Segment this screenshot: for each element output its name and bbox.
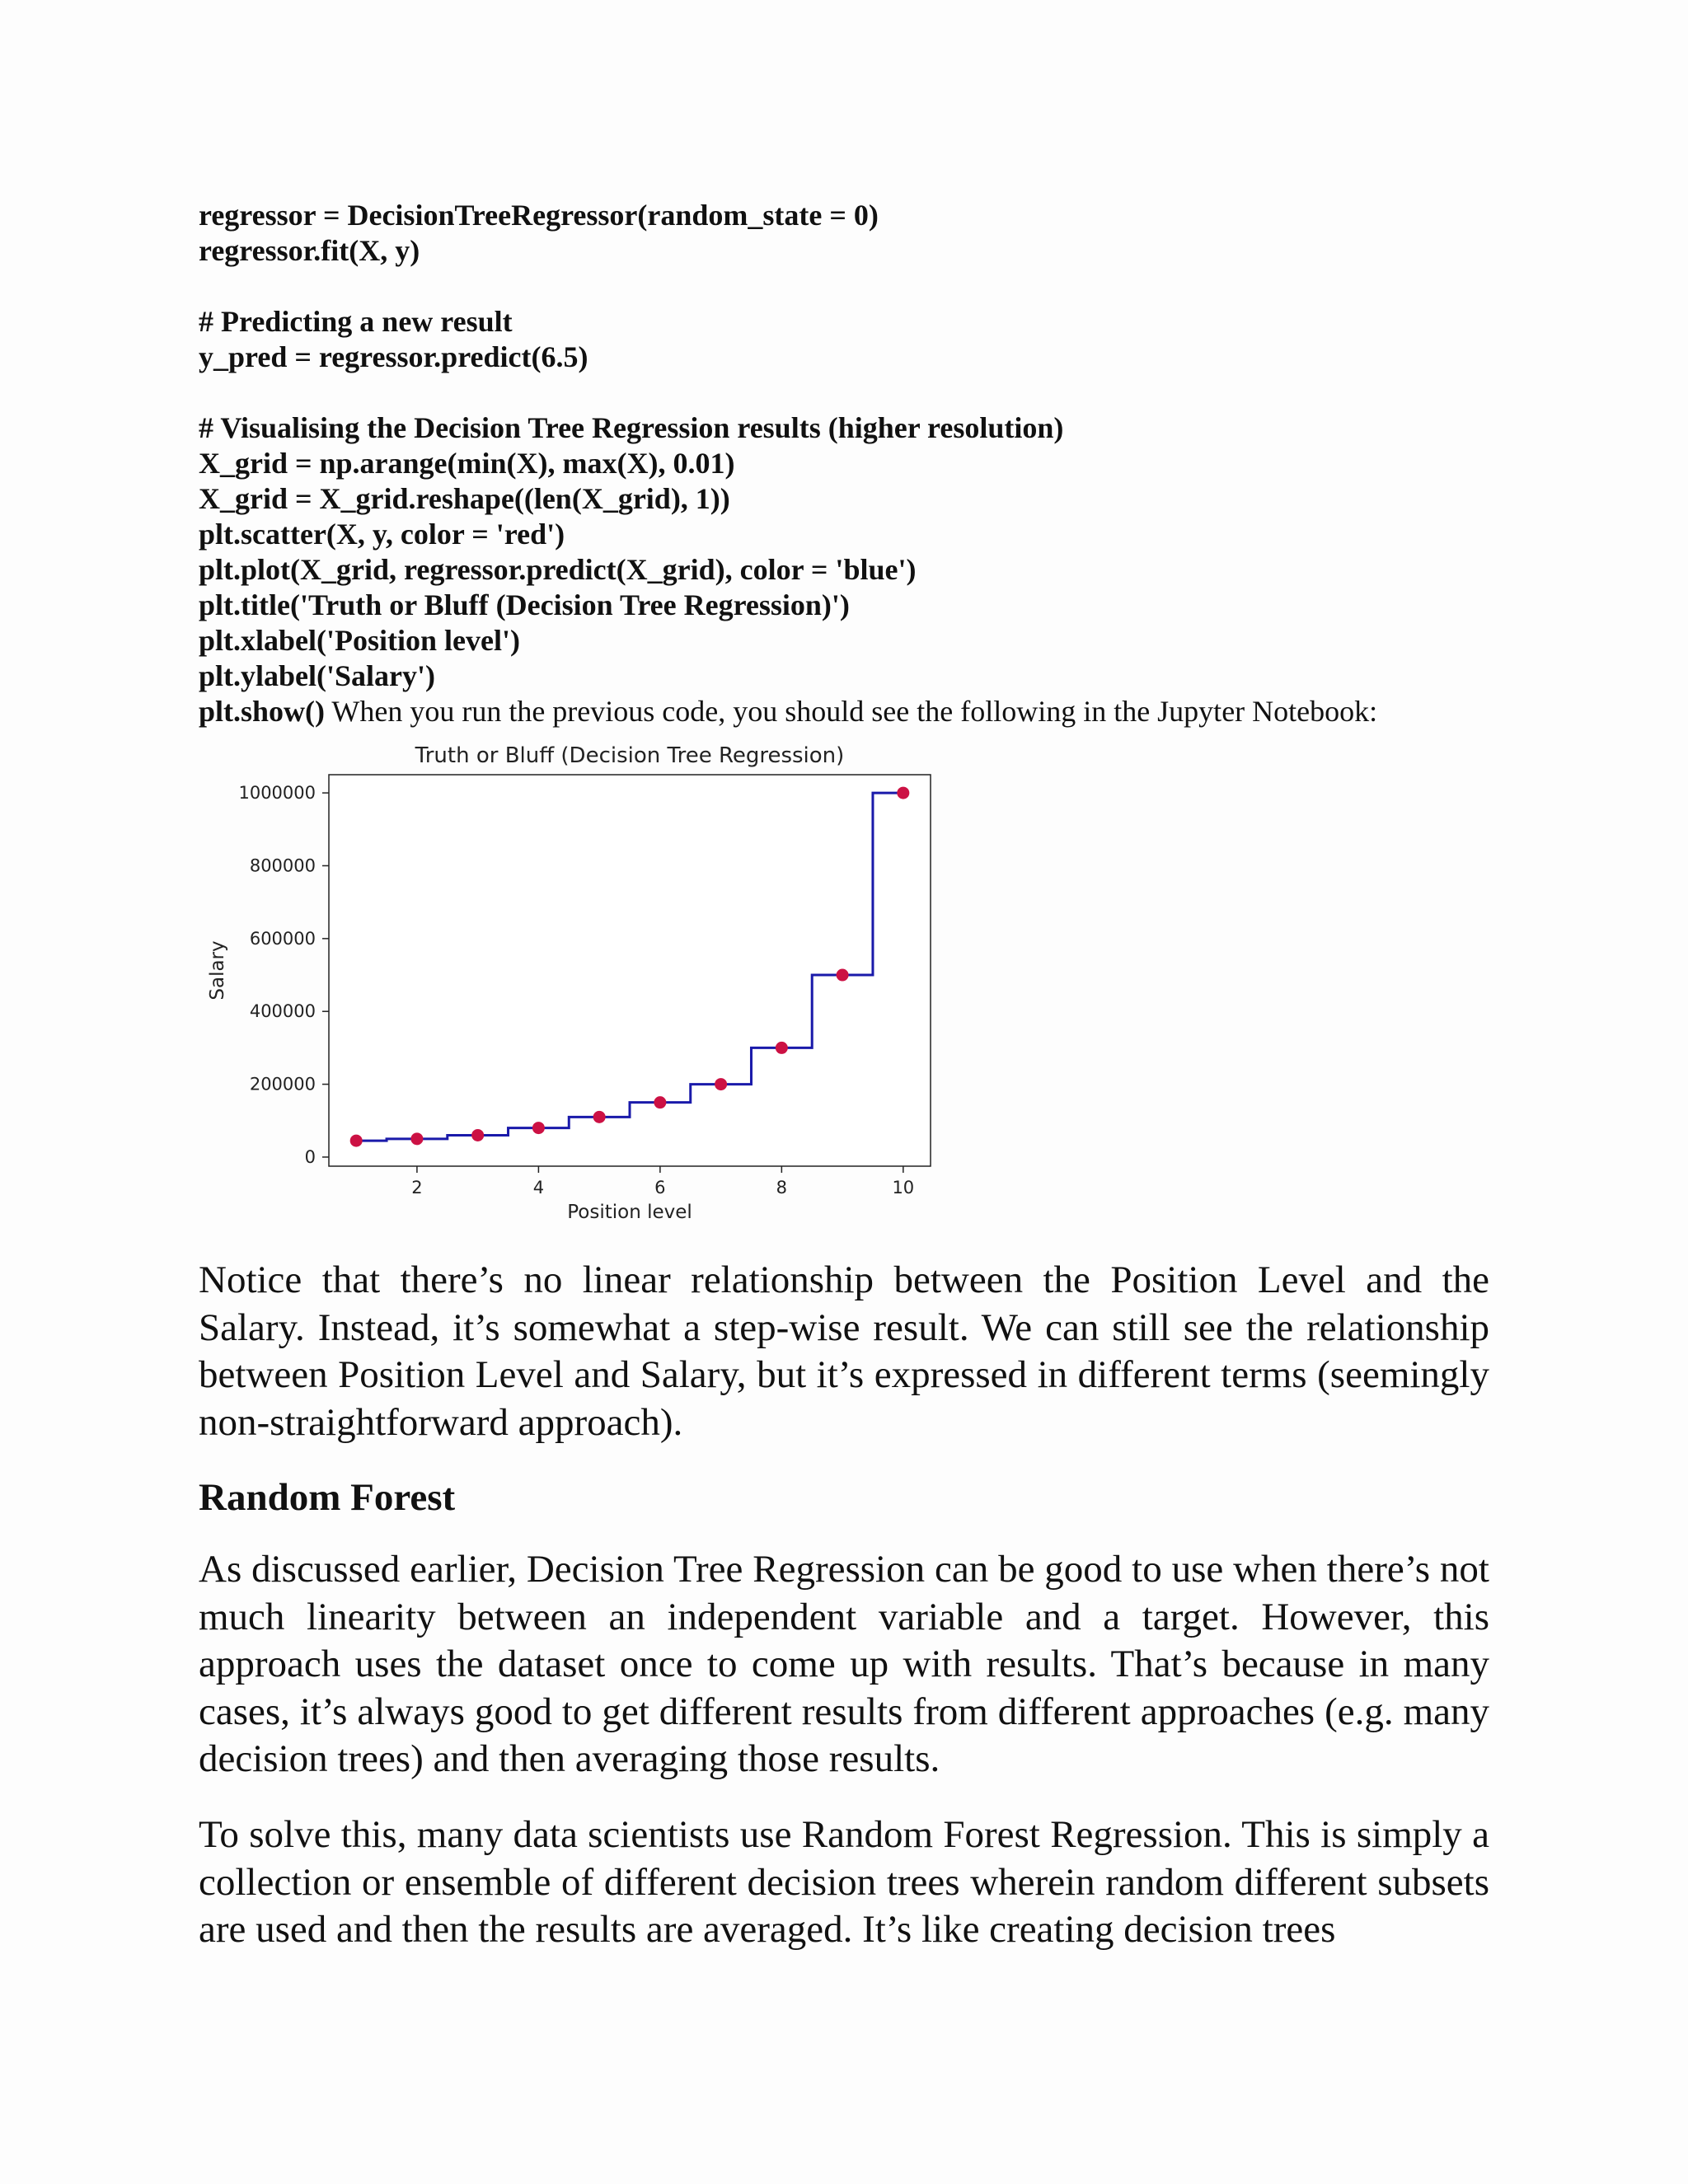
chart-title: Truth or Bluff (Decision Tree Regression) [415, 743, 845, 768]
decision-tree-chart [199, 738, 940, 1232]
x-tick-label: 10 [892, 1178, 915, 1197]
code-block [199, 198, 1517, 729]
code-line: plt.plot(X_grid, regressor.predict(X_grid), color = 'blue') [199, 553, 917, 586]
y-tick-label: 800000 [249, 855, 316, 876]
code-last-line [199, 694, 1517, 729]
paragraph-random-forest: To solve this, many data scientists use Random Forest Regression. This is simply a collection or ensemble of different decision trees wherein random different subsets are used and then the results are averaged. It’s like creating decision trees [199, 1813, 1489, 1951]
code-line: plt.scatter(X, y, color = 'red') [199, 518, 565, 551]
chart-figure [199, 738, 940, 1232]
section-heading: Random Forest [199, 1476, 456, 1519]
data-point [897, 787, 909, 799]
code-line: regressor = DecisionTreeRegressor(random_state = 0) [199, 199, 879, 232]
data-point [471, 1129, 484, 1141]
y-tick-label: 400000 [249, 1001, 316, 1022]
data-point [532, 1122, 545, 1134]
y-tick-label: 200000 [249, 1074, 316, 1094]
code-comment: # Predicting a new result [199, 305, 513, 338]
data-point [776, 1042, 788, 1054]
code-line: plt.title('Truth or Bluff (Decision Tree Regression)') [199, 588, 850, 621]
code-line: plt.xlabel('Position level') [199, 624, 520, 657]
code-blank-line [199, 375, 1517, 410]
data-point [593, 1111, 606, 1123]
x-tick-label: 6 [654, 1178, 666, 1197]
intro-sentence: When you run the previous code, you should see the following in the Jupyter Notebook: [325, 695, 1378, 728]
code-line: y_pred = regressor.predict(6.5) [199, 340, 588, 373]
paragraph-decision-tree-limits: As discussed earlier, Decision Tree Regression can be good to use when there’s not much linearity between an independent variable and a target. However, this approach uses the dataset once to come up with results. That’s because in many cases, it’s always good to get different results from different approaches (e.g. many decision trees) and then averaging those results. [199, 1548, 1489, 1780]
y-tick-label: 0 [304, 1146, 316, 1167]
code-comment: # Visualising the Decision Tree Regression results (higher resolution) [199, 411, 1064, 444]
x-tick-label: 4 [532, 1178, 545, 1197]
code-show-call: plt.show() [199, 695, 326, 728]
x-tick-label: 2 [411, 1178, 423, 1197]
code-line: X_grid = X_grid.reshape((len(X_grid), 1)) [199, 482, 730, 515]
y-tick-label: 1000000 [238, 783, 316, 804]
x-tick-label: 8 [776, 1178, 788, 1197]
code-blank-line [199, 269, 1517, 304]
y-axis-label: Salary [207, 940, 228, 1001]
paragraph-step-result: Notice that there’s no linear relationship between the Position Level and the Salary. Instead, it’s somewhat a step-wise result. We can still see the relationship between Position Level and Salary, but it’s expressed in different terms (seemingly non-straightforward approach). [199, 1258, 1489, 1444]
code-line: regressor.fit(X, y) [199, 234, 420, 267]
x-axis-label: Position level [567, 1202, 692, 1223]
data-point [410, 1132, 423, 1145]
data-point [350, 1135, 363, 1147]
y-tick-label: 600000 [249, 928, 316, 949]
data-point [715, 1078, 727, 1090]
data-point [654, 1096, 666, 1108]
code-line: plt.ylabel('Salary') [199, 659, 435, 692]
code-line: X_grid = np.arange(min(X), max(X), 0.01) [199, 447, 735, 480]
data-point [837, 969, 849, 982]
